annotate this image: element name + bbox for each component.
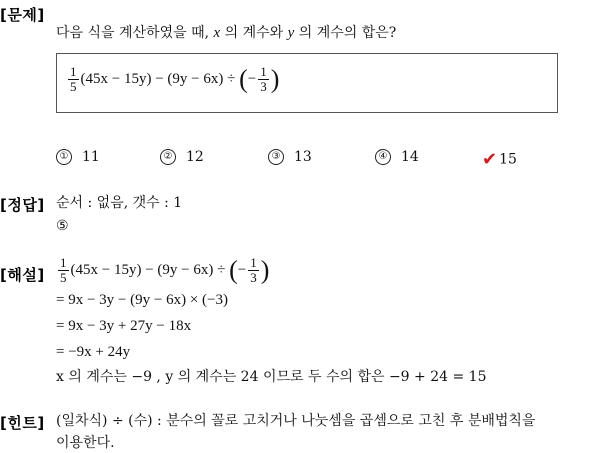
choice-5[interactable] [482,149,517,170]
checkmark-icon: ✔ [482,149,498,170]
frac-denominator: 5 [60,270,67,285]
fraction-one-fifth [68,65,79,94]
choice-value: 13 [294,149,312,165]
frac-numerator: 1 [250,255,257,270]
frac-denominator: 3 [250,270,257,285]
hint-tag: [힌트] [0,414,45,432]
answer-mark: ⑤ [56,218,69,234]
hint-line-2: 이용한다. [56,435,115,451]
fraction-one-fifth [58,256,69,285]
choice-value: 11 [82,149,100,165]
choice-value: 15 [499,151,517,168]
choice-number-icon: ② [160,149,176,165]
question-var-y: y [287,25,295,41]
solution-line-5: x 의 계수는 −9 , y 의 계수는 24 이므로 두 수의 합은 −9 + 24 = 15 [56,369,487,385]
choice-number-icon: ③ [268,149,284,165]
choice-value: 12 [186,149,204,165]
question-part-3: 의 계수의 합은? [294,25,397,41]
problem-expression [66,65,279,94]
frac-denominator: 5 [70,79,77,94]
frac-numerator: 1 [260,64,267,79]
right-paren: ) [260,255,270,285]
fraction-one-third [258,65,269,94]
hint-line-1: (일차식) ÷ (수) : 분수의 꼴로 고치거나 나눗셈을 곱셈으로 고친 후 분배법칙을 [56,413,536,429]
choice-2[interactable] [160,149,204,165]
solution-tag: [해설] [0,266,45,284]
choice-1[interactable] [56,149,100,165]
solution-expression: (45x − 15y) − (9y − 6x) ÷ [70,261,230,278]
solution-line-2: = 9x − 3y − (9y − 6x) × (−3) [56,292,228,308]
solution-line-4: = −9x + 24y [56,344,131,360]
fraction-one-third [248,256,259,285]
choice-number-icon: ① [56,149,72,165]
question-part-2: 의 계수와 [220,25,288,41]
frac-numerator: 1 [70,64,77,79]
answer-info: 순서 : 없음, 갯수 : 1 [56,195,183,211]
right-paren: ) [270,64,280,94]
frac-numerator: 1 [60,255,67,270]
frac-denominator: 3 [260,79,267,94]
problem-tag: [문제] [0,6,45,24]
choice-4[interactable] [375,149,419,165]
left-paren: ( [239,64,248,94]
question-part-1: 다음 식을 계산하였을 때, [56,25,214,41]
choice-3[interactable] [268,149,312,165]
expression-body: (45x − 15y) − (9y − 6x) ÷ [80,70,240,87]
left-paren: ( [229,255,238,285]
answer-tag: [정답] [0,196,45,214]
choice-value: 14 [401,149,419,165]
question-var-x: x [213,25,221,41]
question-text [56,24,396,42]
choice-number-icon: ④ [375,149,391,165]
minus-sign: − [237,261,247,278]
minus-sign: − [247,70,257,87]
expression-box [56,53,558,113]
solution-line-3: = 9x − 3y + 27y − 18x [56,318,192,334]
solution-line-1 [56,256,269,285]
